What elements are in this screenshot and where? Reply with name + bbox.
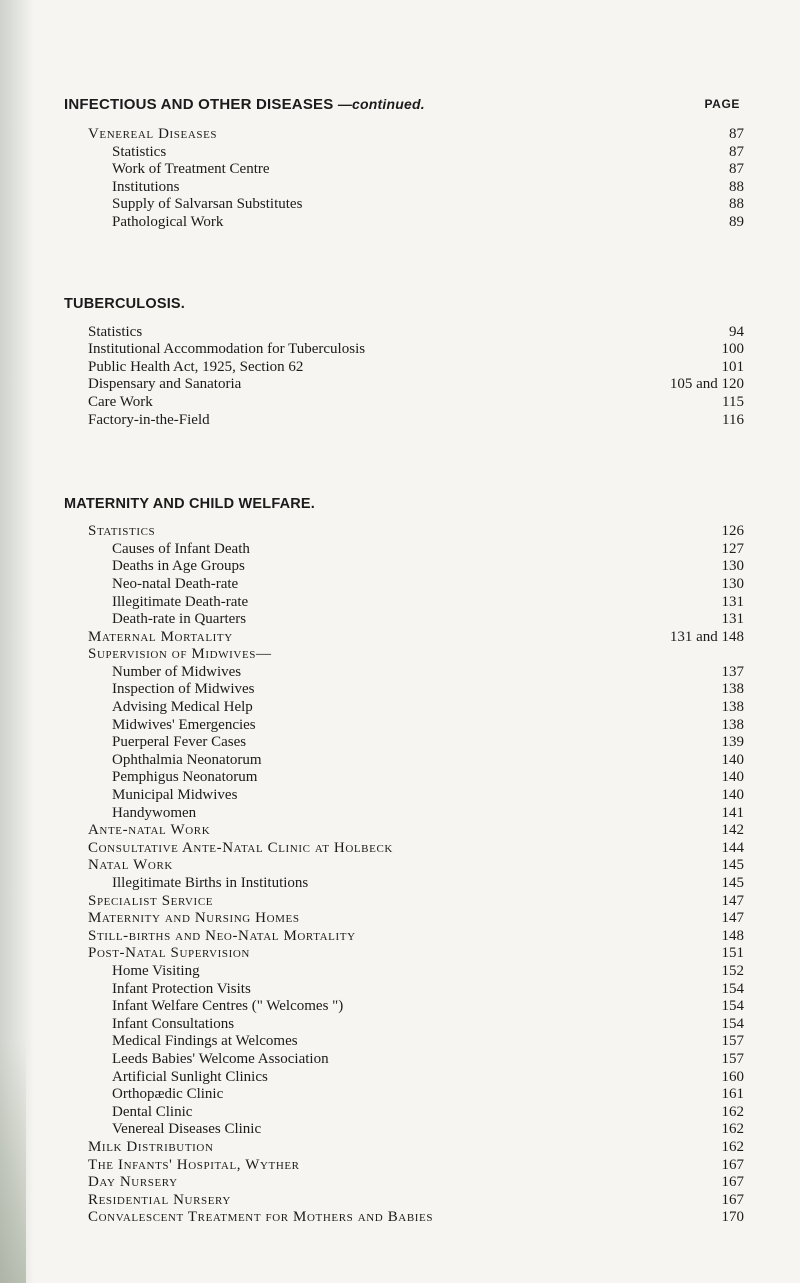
entry-page-number: 130 <box>717 576 745 594</box>
entry-label: Deaths in Age Groups <box>112 558 249 574</box>
index-entry <box>88 1086 744 1104</box>
index-entry <box>88 1051 744 1069</box>
entry-page-number: 140 <box>717 787 745 805</box>
index-entry <box>88 1192 744 1210</box>
entry-label: Dental Clinic <box>112 1104 196 1120</box>
entry-label: Post-Natal Supervision <box>88 945 254 961</box>
entry-page-number: 88 <box>724 179 744 197</box>
tuberculosis-section <box>88 324 744 430</box>
entry-page-number: 151 <box>717 945 745 963</box>
index-entry <box>88 359 744 377</box>
entry-page-number: 162 <box>717 1139 745 1157</box>
entry-page-number: 167 <box>717 1192 745 1210</box>
venereal-diseases-section <box>88 126 744 232</box>
entry-label: Dispensary and Sanatoria <box>88 376 245 392</box>
entry-page-number: 141 <box>717 805 745 823</box>
index-entry <box>88 963 744 981</box>
entry-label: Orthopædic Clinic <box>112 1086 227 1102</box>
entry-label: Neo-natal Death-rate <box>112 576 242 592</box>
entry-page-number: 140 <box>717 769 745 787</box>
running-head-suffix: —continued. <box>337 96 425 112</box>
index-entry <box>88 734 744 752</box>
index-entry <box>88 558 744 576</box>
entry-label: Inspection of Midwives <box>112 681 258 697</box>
entry-label: Municipal Midwives <box>112 787 241 803</box>
index-entry <box>88 769 744 787</box>
index-entry <box>88 126 744 144</box>
index-entry <box>88 214 744 232</box>
entry-page-number: 131 <box>717 594 745 612</box>
entry-page-number: 131 <box>717 611 745 629</box>
index-entry <box>88 1016 744 1034</box>
entry-label: Pemphigus Neonatorum <box>112 769 261 785</box>
entry-label: Convalescent Treatment for Mothers and Babies <box>88 1209 437 1225</box>
index-entry <box>88 928 744 946</box>
entry-label: Artificial Sunlight Clinics <box>112 1069 272 1085</box>
index-entry <box>88 840 744 858</box>
entry-page-number: 101 <box>717 359 745 377</box>
index-entry <box>88 787 744 805</box>
index-entry <box>88 144 744 162</box>
entry-page-number: 138 <box>717 681 745 699</box>
entry-page-number: 148 <box>717 928 745 946</box>
index-entry <box>88 179 744 197</box>
entry-label: Work of Treatment Centre <box>112 161 274 177</box>
entry-label: Care Work <box>88 394 157 410</box>
index-entry <box>88 822 744 840</box>
entry-page-number: 154 <box>717 998 745 1016</box>
index-entry <box>88 196 744 214</box>
entry-page-number: 115 <box>717 394 744 412</box>
tuberculosis-heading: TUBERCULOSIS. <box>64 295 186 312</box>
index-entry <box>88 981 744 999</box>
entry-page-number: 167 <box>717 1157 745 1175</box>
entry-label: The Infants' Hospital, Wyther <box>88 1157 304 1173</box>
index-entry <box>88 717 744 735</box>
entry-label: Maternal Mortality <box>88 629 237 645</box>
entry-label: Milk Distribution <box>88 1139 218 1155</box>
entry-page-number: 94 <box>724 324 744 342</box>
index-entry <box>88 805 744 823</box>
entry-page-number: 105 and 120 <box>665 376 744 394</box>
entry-page-number: 167 <box>717 1174 745 1192</box>
entry-label: Infant Welfare Centres (" Welcomes ") <box>112 998 347 1014</box>
binding-shadow <box>0 1040 26 1283</box>
index-entry <box>88 412 744 430</box>
entry-page-number: 154 <box>717 981 745 999</box>
index-entry <box>88 998 744 1016</box>
entry-label: Venereal Diseases <box>88 126 221 142</box>
entry-label: Puerperal Fever Cases <box>112 734 250 750</box>
entry-label: Day Nursery <box>88 1174 182 1190</box>
entry-page-number: 140 <box>717 752 745 770</box>
entry-label: Institutions <box>112 179 184 195</box>
index-entry <box>88 945 744 963</box>
entry-page-number: 162 <box>717 1104 745 1122</box>
entry-label: Advising Medical Help <box>112 699 257 715</box>
entry-page-number: 138 <box>717 717 745 735</box>
entry-page-number: 147 <box>717 910 745 928</box>
entry-page-number: 162 <box>717 1121 745 1139</box>
entry-page-number: 161 <box>717 1086 745 1104</box>
entry-page-number: 137 <box>717 664 745 682</box>
entry-label: Consultative Ante-Natal Clinic at Holbeck <box>88 840 397 856</box>
index-entry <box>88 699 744 717</box>
entry-label: Death-rate in Quarters <box>112 611 250 627</box>
entry-label: Supervision of Midwives— <box>88 646 276 662</box>
entry-label: Ophthalmia Neonatorum <box>112 752 266 768</box>
entry-page-number: 87 <box>724 144 744 162</box>
index-entry <box>88 594 744 612</box>
entry-page-number: 130 <box>717 558 745 576</box>
entry-page-number: 147 <box>717 893 745 911</box>
index-entry <box>88 1157 744 1175</box>
entry-page-number: 154 <box>717 1016 745 1034</box>
running-head <box>64 96 744 118</box>
entry-page-number: 142 <box>717 822 745 840</box>
entry-page-number: 127 <box>717 541 745 559</box>
entry-label: Infant Consultations <box>112 1016 238 1032</box>
entry-label: Specialist Service <box>88 893 217 909</box>
entry-label: Home Visiting <box>112 963 204 979</box>
entry-page-number: 144 <box>717 840 745 858</box>
entry-label: Illegitimate Death-rate <box>112 594 252 610</box>
entry-label: Medical Findings at Welcomes <box>112 1033 302 1049</box>
index-entry <box>88 541 744 559</box>
entry-label: Public Health Act, 1925, Section 62 <box>88 359 307 375</box>
entry-page-number: 138 <box>717 699 745 717</box>
entry-page-number: 131 and 148 <box>665 629 744 647</box>
entry-page-number: 157 <box>717 1051 745 1069</box>
entry-page-number: 87 <box>724 126 744 144</box>
entry-label: Causes of Infant Death <box>112 541 254 557</box>
entry-label: Still-births and Neo-Natal Mortality <box>88 928 360 944</box>
index-entry <box>88 324 744 342</box>
entry-label: Infant Protection Visits <box>112 981 255 997</box>
entry-page-number: 88 <box>724 196 744 214</box>
entry-page-number: 116 <box>717 412 744 430</box>
entry-label: Factory-in-the-Field <box>88 412 214 428</box>
index-entry <box>88 1033 744 1051</box>
index-entry <box>88 752 744 770</box>
index-entry <box>88 629 744 647</box>
entry-label: Natal Work <box>88 857 177 873</box>
entry-label: Leeds Babies' Welcome Association <box>112 1051 333 1067</box>
index-entry <box>88 1174 744 1192</box>
entry-page-number: 126 <box>717 523 745 541</box>
index-entry <box>88 1139 744 1157</box>
index-entry <box>88 664 744 682</box>
maternity-heading: MATERNITY AND CHILD WELFARE. <box>64 496 316 513</box>
entry-page-number: 170 <box>717 1209 745 1227</box>
entry-label: Illegitimate Births in Institutions <box>112 875 312 891</box>
entry-page-number: 100 <box>717 341 745 359</box>
index-entry <box>88 161 744 179</box>
entry-page-number: 139 <box>717 734 745 752</box>
entry-page-number: 157 <box>717 1033 745 1051</box>
entry-label: Statistics <box>112 144 170 160</box>
entry-page-number: 145 <box>717 857 745 875</box>
entry-label: Venereal Diseases Clinic <box>112 1121 265 1137</box>
page-column-label: PAGE <box>704 97 740 111</box>
entry-page-number: 89 <box>724 214 744 232</box>
index-entry <box>88 394 744 412</box>
running-head-title: INFECTIOUS AND OTHER DISEASES —continued. <box>64 96 425 113</box>
index-entry <box>88 875 744 893</box>
entry-page-number: 145 <box>717 875 745 893</box>
entry-label: Number of Midwives <box>112 664 245 680</box>
contents-page <box>64 96 744 1227</box>
index-entry <box>88 523 744 541</box>
index-entry <box>88 611 744 629</box>
index-entry <box>88 910 744 928</box>
entry-label: Ante-natal Work <box>88 822 214 838</box>
index-entry <box>88 1121 744 1139</box>
entry-label: Supply of Salvarsan Substitutes <box>112 196 306 212</box>
entry-label: Institutional Accommodation for Tuberculosis <box>88 341 369 357</box>
index-entry <box>88 1209 744 1227</box>
maternity-section <box>88 523 744 1227</box>
entry-page-number: 160 <box>717 1069 745 1087</box>
entry-label: Residential Nursery <box>88 1192 235 1208</box>
index-entry <box>88 576 744 594</box>
entry-page-number: 152 <box>717 963 745 981</box>
index-entry <box>88 1104 744 1122</box>
index-entry <box>88 646 744 664</box>
entry-label: Statistics <box>88 523 159 539</box>
entry-label: Handywomen <box>112 805 200 821</box>
index-entry <box>88 893 744 911</box>
index-entry <box>88 857 744 875</box>
entry-page-number: 87 <box>724 161 744 179</box>
entry-label: Pathological Work <box>112 214 227 230</box>
entry-label: Statistics <box>88 324 146 340</box>
index-entry <box>88 681 744 699</box>
index-entry <box>88 376 744 394</box>
entry-label: Maternity and Nursing Homes <box>88 910 304 926</box>
index-entry <box>88 1069 744 1087</box>
entry-label: Midwives' Emergencies <box>112 717 260 733</box>
index-entry <box>88 341 744 359</box>
